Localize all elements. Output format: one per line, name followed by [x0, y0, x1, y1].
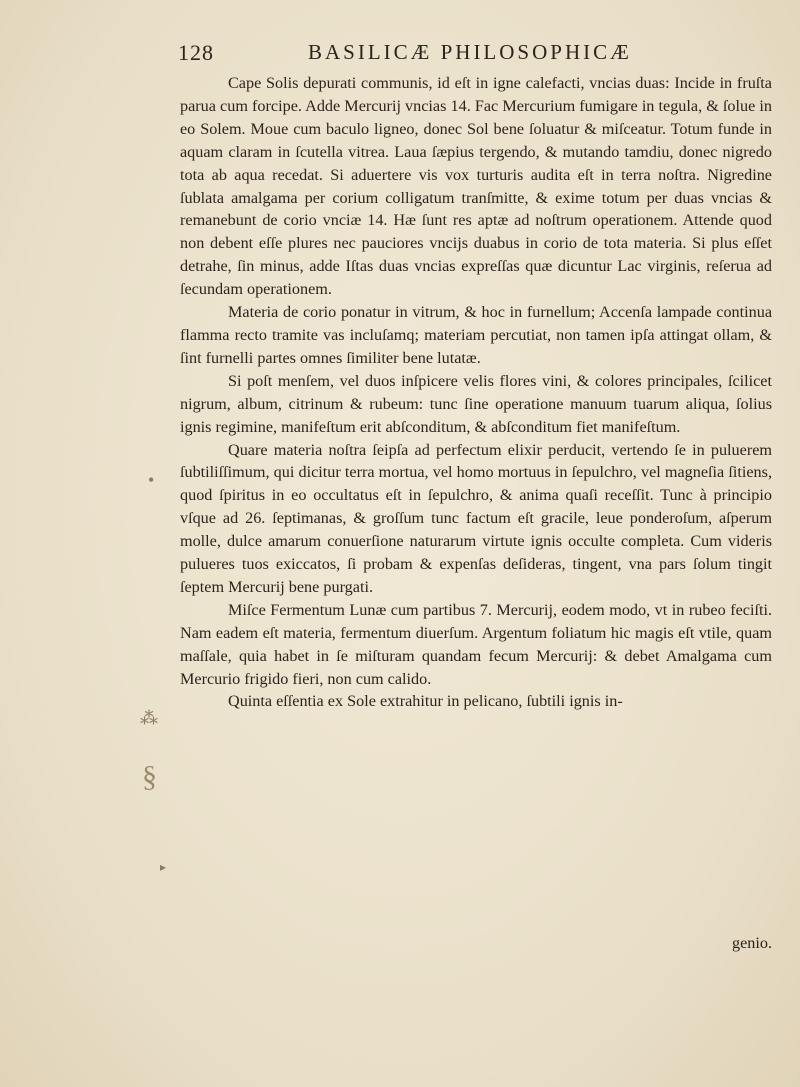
paragraph: Miſce Fermentum Lunæ cum partibus 7. Mercurij, eodem modo, vt in rubeo feciſti. Nam eadem eſt materia, fermentum diuerſum. Argentum foliatum hic magis eſt vtile, quam maſſale, quia habet in ſe miſturam quandam fecum Mercurij: & debet Amalgama cum Mercurio frigido fieri, non cum calido. — [180, 600, 772, 688]
final-line: genio. — [731, 934, 772, 952]
paragraph: Quare materia noſtra ſeipſa ad perfectum elixir perducit, vertendo ſe in puluerem ſubtiliſſimum, qui dicitur terra mortua, vel homo mortuus in ſepulchro, vel magneſia ſitiens, quod ſpiritus in eo occultatus eſt in ſepulchro, & anima quaſi receſſit. Tunc à principio vſque ad 26. ſeptimanas, & groſſum tunc factum eſt gracile, leue ponderoſum, aſperum molle, dulce amarum conuerſione naturarum virtute ignis occulte completa. Cum videris pulueres tuos exiccatos, ſi probam & expenſas deſideras, tingent, vna pars ſolum tingit ſeptem Mercurij bene purgati. — [180, 440, 772, 596]
paragraph: Quinta eſſentia ex Sole extrahitur in pelicano, ſubtili ignis in- — [228, 692, 623, 711]
paragraph: Materia de corio ponatur in vitrum, & hoc in furnellum; Accenſa lampade continua flamma recto tramite vas incluſamq; materiam percutiat, non tamen ipſa attingat ollam, & ſint furnelli partes omnes ſimiliter bene lutatæ. — [180, 303, 772, 367]
page-number: 128 — [178, 40, 214, 65]
ink-spot-icon: ▸ — [160, 860, 167, 874]
ink-spot-icon: ⁂ — [140, 708, 158, 728]
running-head: BASILICÆ PHILOSOPHICÆ — [308, 40, 632, 64]
ink-spot-icon: • — [148, 470, 155, 490]
paragraph: Cape Solis depurati communis, id eſt in igne calefacti, vncias duas: Incide in fruſta parua cum forcipe. Adde Mercurij vncias 14. Fac Mercurium fumigare in tegula, & ſolue in eo Solem. Moue cum baculo ligneo, donec Sol bene ſoluatur & miſceatur. Totum funde in aquam claram in ſcutella vitrea. Laua ſæpius tergendo, & mutando tamdiu, donec nigredo tota ab aqua recedat. Si aduertere vis vox turturis audita eſt in terra noſtra. Nigredine ſublata amalgama per corium colligatum tranſmitte, & exime totum per duas vncias & remanebunt de corio vnciæ 14. Hæ ſunt res aptæ ad noſtrum operationem. Attende quod non debent eſſe plures nec pauciores vncijs duabus in corio de tota materia. Si plus eſſet detrahe, ſin minus, adde Iſtas duas vncias expreſſas quæ dicuntur Lac virginis, reſerua ad ſecundam operationem. — [180, 74, 772, 299]
body-text — [180, 72, 772, 713]
page-header — [178, 40, 738, 74]
stain-icon: § — [142, 760, 157, 793]
paragraph: Si poſt menſem, vel duos inſpicere velis flores vini, & colores principales, ſcilicet nigrum, album, citrinum & rubeum: tunc ſine operatione manuum tuarum aliqua, ſolius ignis regimine, manifeſtum erit abſconditum, & abſconditum fiet manifeſtum. — [180, 371, 772, 436]
